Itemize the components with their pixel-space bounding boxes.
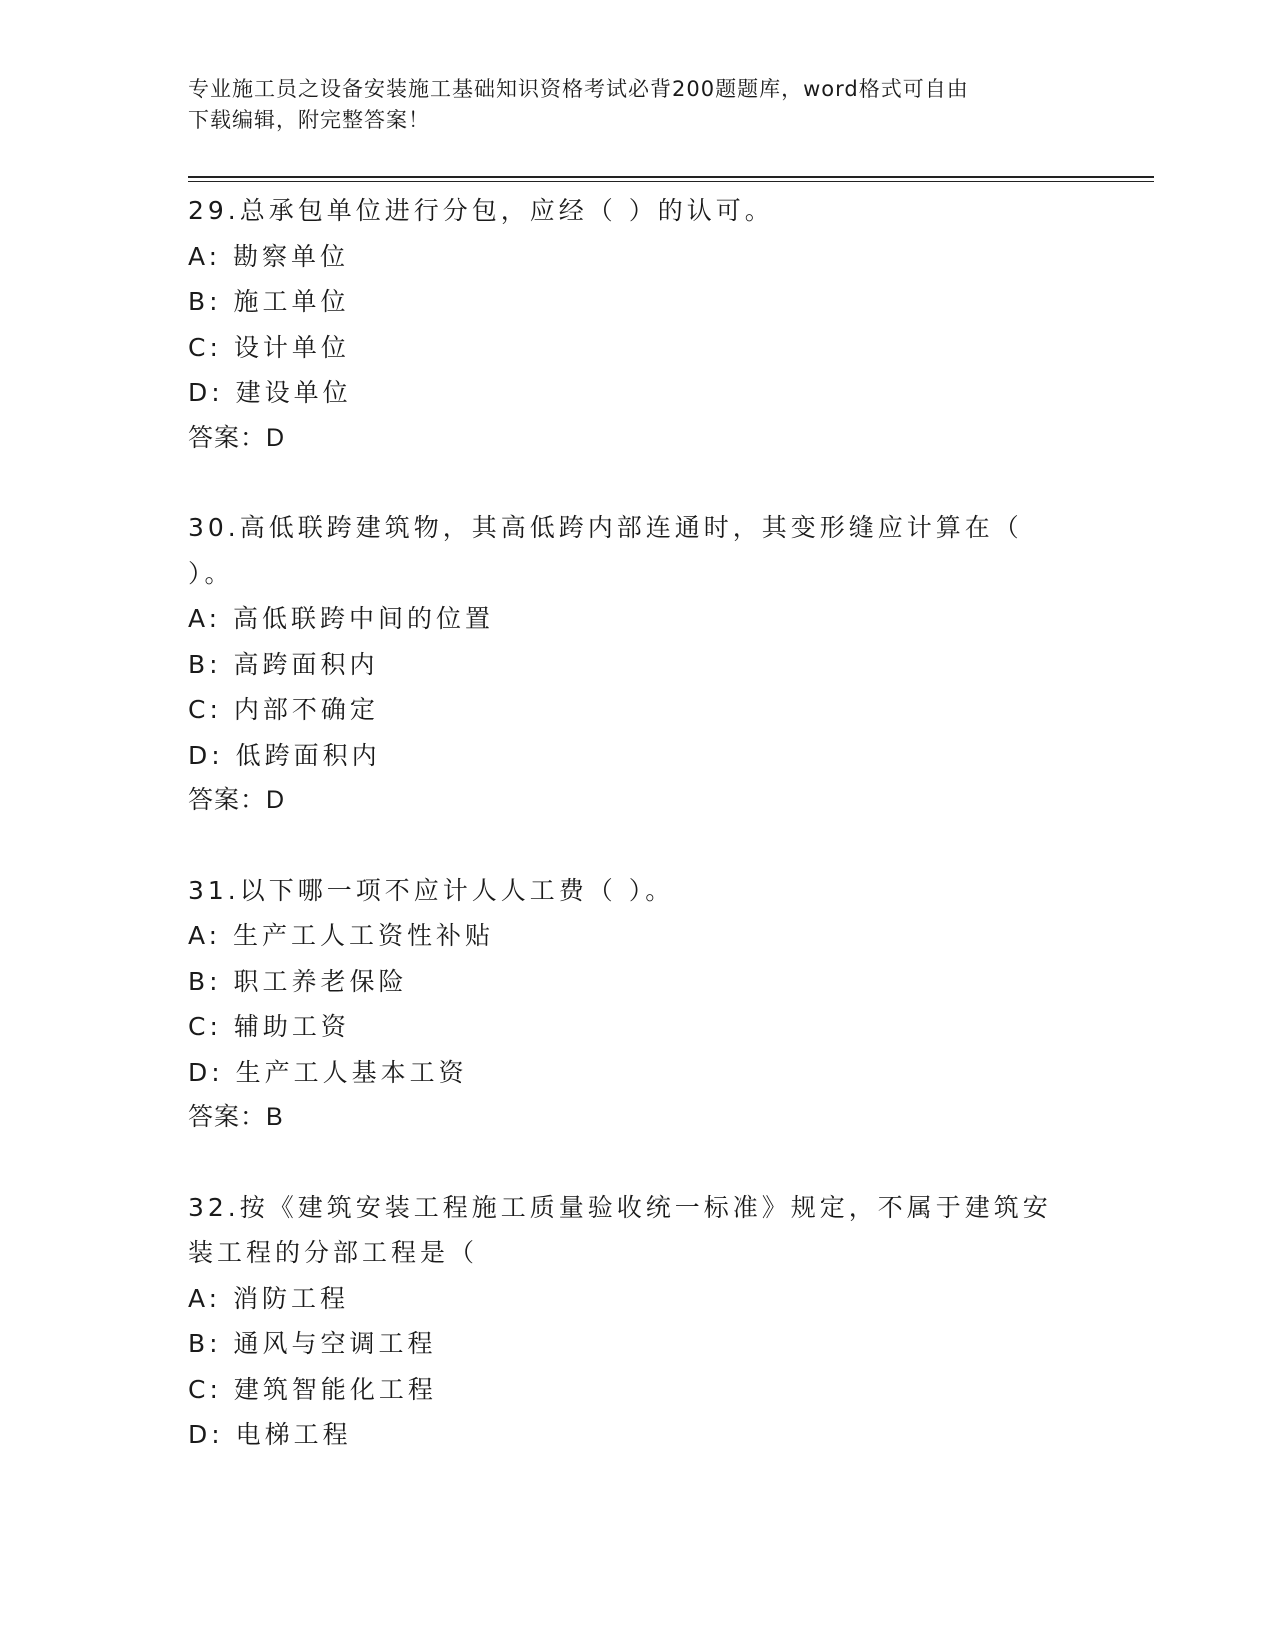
- question-29: [188, 188, 1088, 461]
- option-d: D: 生产工人基本工资: [188, 1057, 468, 1087]
- option-b: B: 职工养老保险: [188, 966, 408, 996]
- question-30: [188, 505, 1088, 824]
- option-c: C: 建筑智能化工程: [188, 1374, 437, 1404]
- option-d: D: 建设单位: [188, 378, 352, 407]
- option-a: A: 勘察单位: [188, 241, 350, 271]
- option-d: D: 电梯工程: [188, 1420, 352, 1449]
- option-b: B: 高跨面积内: [188, 649, 379, 679]
- document-header: [188, 74, 1088, 136]
- option-a: A: 消防工程: [188, 1283, 350, 1313]
- question-stem: 32.按《建筑安装工程施工质量验收统一标准》规定，不属于建筑安装工程的分部工程是（: [188, 1192, 1052, 1267]
- header-divider-thin: [188, 181, 1154, 182]
- question-stem: 29.总承包单位进行分包，应经（ ）的认可。: [188, 196, 774, 225]
- option-c: C: 内部不确定: [188, 695, 379, 724]
- question-list: [188, 188, 1088, 1502]
- question-stem: 31.以下哪一项不应计人人工费（ ）。: [188, 875, 675, 905]
- option-a: A: 生产工人工资性补贴: [188, 921, 495, 950]
- option-b: B: 施工单位: [188, 287, 350, 316]
- question-31: [188, 868, 1088, 1141]
- answer-line: 答案：D: [188, 786, 286, 814]
- question-32: [188, 1185, 1088, 1458]
- answer-line: 答案：B: [188, 1103, 284, 1131]
- header-line-1: 专业施工员之设备安装施工基础知识资格考试必背200题题库，word格式可自由: [188, 77, 969, 101]
- option-a: A: 高低联跨中间的位置: [188, 604, 495, 633]
- option-c: C: 设计单位: [188, 332, 350, 362]
- header-divider-thick: [188, 176, 1154, 178]
- answer-line: 答案：D: [188, 423, 286, 452]
- question-stem: 30.高低联跨建筑物，其高低跨内部连通时，其变形缝应计算在（ ）。: [188, 513, 1023, 588]
- option-d: D: 低跨面积内: [188, 740, 381, 770]
- option-c: C: 辅助工资: [188, 1012, 350, 1041]
- option-b: B: 通风与空调工程: [188, 1329, 437, 1358]
- header-line-2: 下载编辑，附完整答案！: [188, 108, 430, 132]
